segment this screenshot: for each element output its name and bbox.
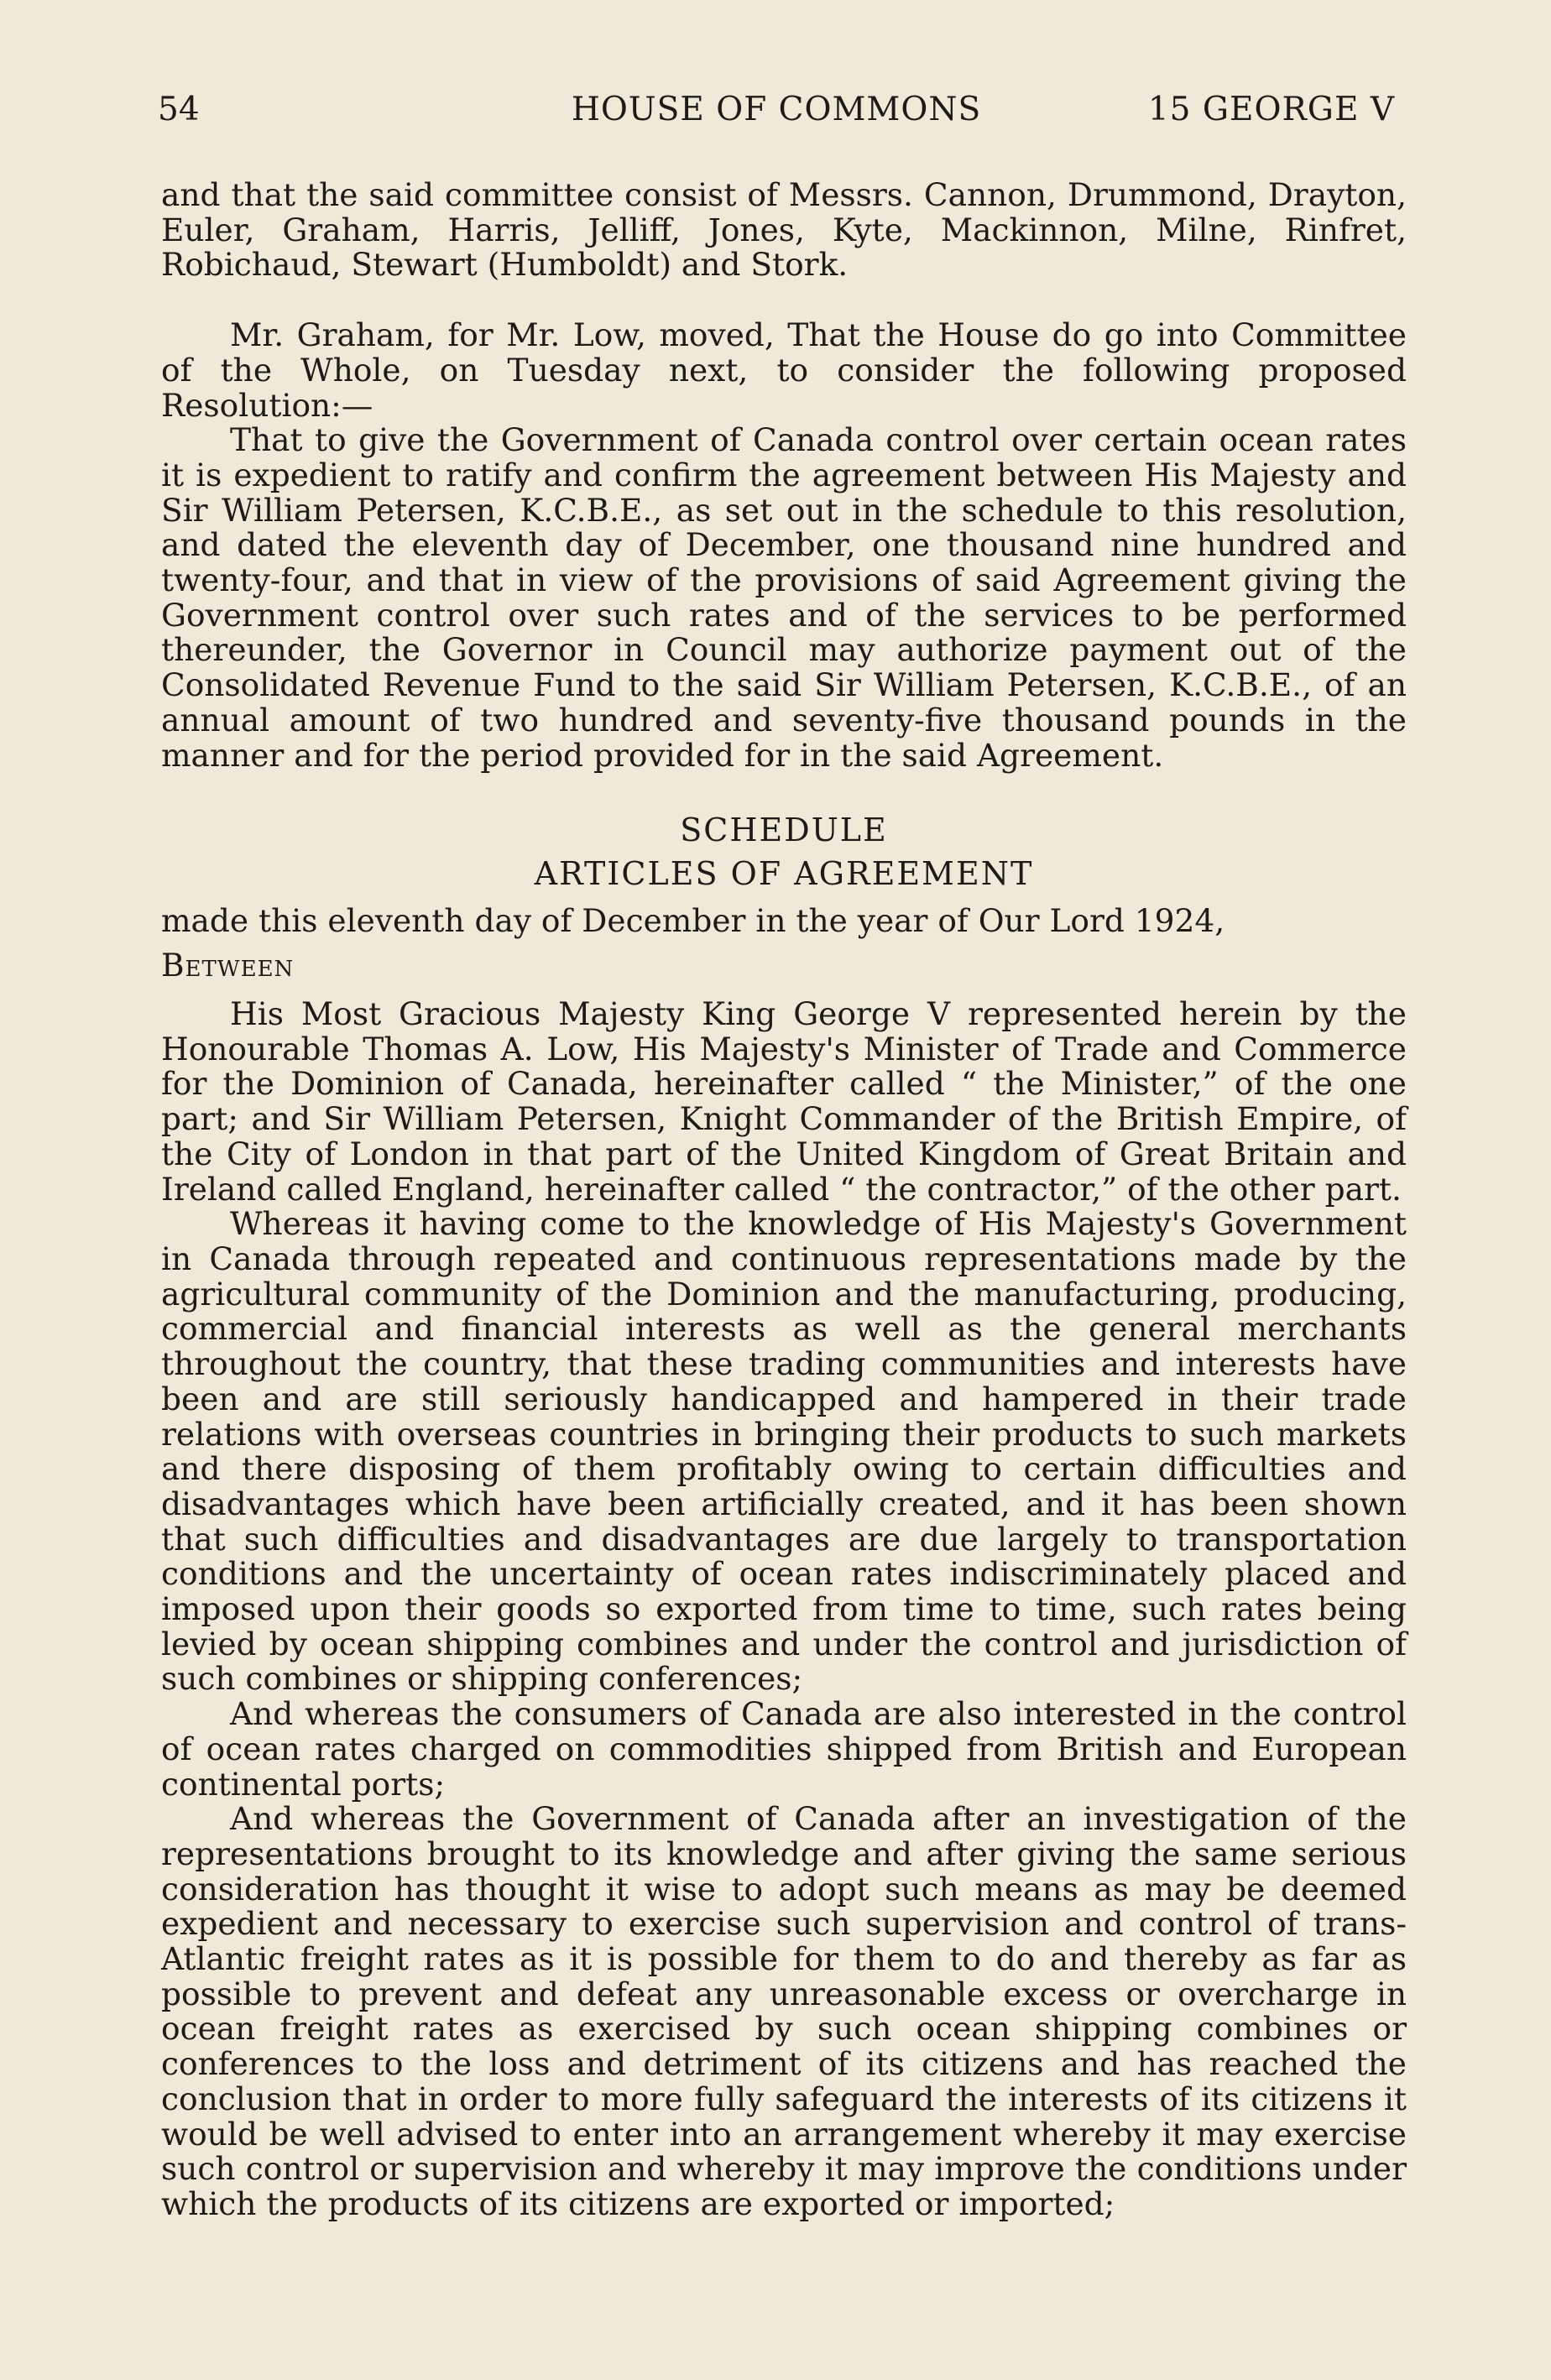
between-label: Between xyxy=(161,947,295,984)
motion-paragraph: Mr. Graham, for Mr. Low, moved, That the House do go into Committee of the Whole, on Tuesday next, to consider the following proposed Resolution:— xyxy=(161,316,1407,424)
page-header xyxy=(158,89,1395,131)
whereas-paragraph-1: Whereas it having come to the knowledge of His Majesty's Government in Canada through repeated and continuous representations made by the agricultural community of the Dominion and the manufacturing, producing, commercial and financial interests as well as the general merchants throughout the country, that these trading communities and interests have been and are still seriously handicapped and hampered in their trade relations with overseas countries in bringing their products to such markets and there disposing of them profitably owing to certain difficulties and disadvantages which have been artificially created, and it has been shown that such difficulties and disadvantages are due largely to transportation conditions and the uncertainty of ocean rates indiscriminately placed and imposed upon their goods so exported from time to time, such rates being levied by ocean shipping combines and under the control and jurisdiction of such combines or shipping conferences; xyxy=(161,1205,1407,1698)
agreement-date-line: made this eleventh day of December in the year of Our Lord 1924, xyxy=(161,901,1225,939)
running-title: HOUSE OF COMMONS xyxy=(571,91,982,128)
body-text xyxy=(161,178,1407,2222)
parties-paragraph: His Most Gracious Majesty King George V represented herein by the Honourable Thomas A. Low, His Majesty's Minister of Trade and Commerce for the Dominion of Canada, hereinafter called “ the Minister,” of the one part; and Sir William Petersen, Knight Commander of the British Empire, of the City of London in that part of the United Kingdom of Great Britain and Ireland called England, hereinafter called “ the contractor,” of the other part. xyxy=(161,995,1407,1208)
schedule-heading: SCHEDULE xyxy=(680,812,888,849)
committee-members-paragraph: and that the said committee consist of Messrs. Cannon, Drummond, Drayton, Euler, Graham, Harris, Jelliff, Jones, Kyte, Mackinnon, Milne, Rinfret, Robichaud, Stewart (Humboldt) and Stork. xyxy=(161,176,1407,284)
articles-heading: ARTICLES OF AGREEMENT xyxy=(534,854,1034,892)
page-number: 54 xyxy=(158,91,200,128)
session-label: 15 GEORGE V xyxy=(1147,91,1395,128)
whereas-paragraph-3: And whereas the Government of Canada after an investigation of the representations brought to its knowledge and after giving the same serious consideration has thought it wise to adopt such means as may be deemed expedient and necessary to exercise such supervision and control of trans-Atlantic freight rates as it is possible for them to do and thereby as far as possible to prevent and defeat any unreasonable excess or overcharge in ocean freight rates as exercised by such ocean shipping combines or conferences to the loss and detriment of its citizens and has reached the conclusion that in order to more fully safeguard the interests of its citizens it would be well advised to enter into an arrangement whereby it may exercise such control or supervision and whereby it may improve the conditions under which the products of its citizens are exported or imported; xyxy=(161,1800,1407,2222)
resolution-paragraph: That to give the Government of Canada control over certain ocean rates it is expedient to ratify and confirm the agreement between His Majesty and Sir William Petersen, K.C.B.E., as set out in the schedule to this resolution, and dated the eleventh day of December, one thousand nine hundred and twenty-four, and that in view of the provisions of said Agreement giving the Government control over such rates and of the services to be performed thereunder, the Governor in Council may authorize payment out of the Consolidated Revenue Fund to the said Sir William Petersen, K.C.B.E., of an annual amount of two hundred and seventy-five thousand pounds in the manner and for the period provided for in the said Agreement. xyxy=(161,421,1407,774)
whereas-paragraph-2: And whereas the consumers of Canada are also interested in the control of ocean rates charged on commodities shipped from British and European continental ports; xyxy=(161,1695,1407,1803)
